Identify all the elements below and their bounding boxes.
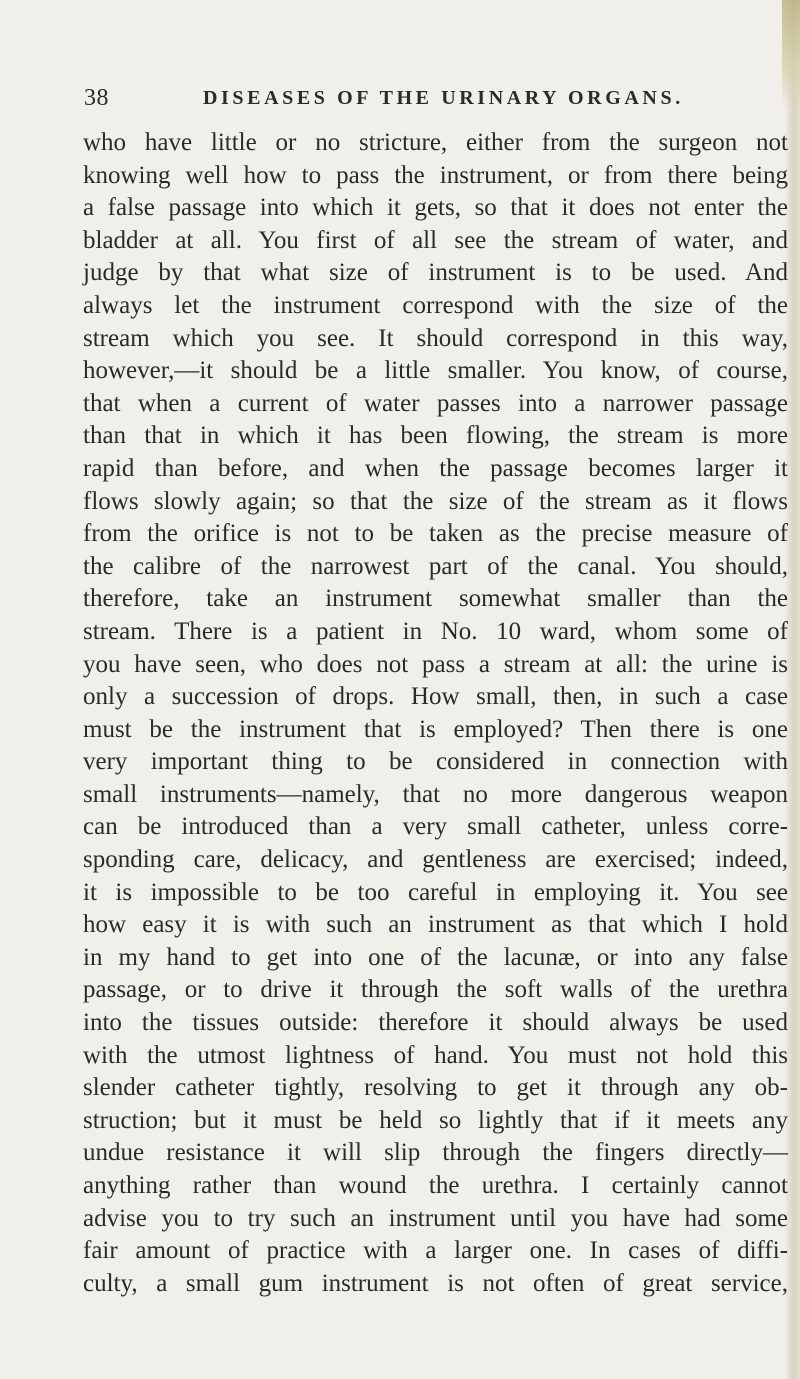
text-line: than that in which it has been flowing, the stream is more bbox=[83, 422, 788, 450]
text-line: from the orifice is not to be taken as the precise measure of bbox=[83, 520, 788, 548]
text-line: passage, or to drive it through the soft walls of the urethra bbox=[83, 976, 788, 1004]
text-line: bladder at all. You first of all see the stream of water, and bbox=[83, 226, 788, 254]
text-line: how easy it is with such an instrument as that which I hold bbox=[83, 911, 788, 939]
body-text bbox=[83, 127, 788, 1300]
text-line: that when a current of water passes into a narrower passage bbox=[83, 389, 788, 417]
text-line: stream which you see. It should correspond in this way, bbox=[83, 324, 788, 352]
text-line: struction; but it must be held so lightly that if it meets any bbox=[83, 1106, 788, 1134]
text-line: flows slowly again; so that the size of the stream as it flows bbox=[83, 487, 788, 515]
text-line: the calibre of the narrowest part of the canal. You should, bbox=[83, 552, 788, 580]
text-line: always let the instrument correspond with the size of the bbox=[83, 291, 788, 319]
page-edge-discoloration bbox=[782, 0, 800, 110]
text-line: only a succession of drops. How small, then, in such a case bbox=[83, 683, 788, 711]
text-line: with the utmost lightness of hand. You must not hold this bbox=[83, 1041, 788, 1069]
running-head bbox=[84, 81, 784, 115]
page-number: 38 bbox=[84, 85, 109, 111]
text-line: stream. There is a patient in No. 10 ward, whom some of bbox=[83, 617, 788, 645]
text-line: must be the instrument that is employed? Then there is one bbox=[83, 715, 788, 743]
text-line: judge by that what size of instrument is to be used. And bbox=[83, 259, 788, 287]
page-edge-shadow bbox=[786, 0, 800, 1379]
text-line: therefore, take an instrument somewhat smaller than the bbox=[83, 585, 788, 613]
text-line: however,—it should be a little smaller. You know, of course, bbox=[83, 357, 788, 385]
text-line: culty, a small gum instrument is not often of great service, bbox=[83, 1269, 788, 1297]
text-line: a false passage into which it gets, so that it does not enter the bbox=[83, 194, 788, 222]
text-line: sponding care, delicacy, and gentleness are exercised; indeed, bbox=[83, 846, 788, 874]
text-line: in my hand to get into one of the lacunæ, or into any false bbox=[83, 943, 788, 971]
text-line: into the tissues outside: therefore it should always be used bbox=[83, 1009, 788, 1037]
text-line: you have seen, who does not pass a stream at all: the urine is bbox=[83, 650, 788, 678]
text-line: who have little or no stricture, either from the surgeon not bbox=[83, 129, 788, 156]
text-line: rapid than before, and when the passage becomes larger it bbox=[83, 454, 788, 482]
text-line: it is impossible to be too careful in employing it. You see bbox=[83, 878, 788, 906]
text-line: very important thing to be considered in connection with bbox=[83, 748, 788, 776]
text-line: knowing well how to pass the instrument, or from there being bbox=[83, 161, 788, 189]
text-line: can be introduced than a very small catheter, unless corre- bbox=[83, 813, 788, 841]
text-line: small instruments—namely, that no more dangerous weapon bbox=[83, 780, 788, 808]
text-line: fair amount of practice with a larger one. In cases of diffi- bbox=[83, 1237, 788, 1265]
running-title: DISEASES OF THE URINARY ORGANS. bbox=[203, 87, 684, 109]
text-line: advise you to try such an instrument until you have had some bbox=[83, 1204, 788, 1232]
text-line: undue resistance it will slip through the fingers directly— bbox=[83, 1139, 788, 1167]
text-line: anything rather than wound the urethra. I certainly cannot bbox=[83, 1172, 788, 1199]
text-line: slender catheter tightly, resolving to get it through any ob- bbox=[83, 1074, 788, 1102]
